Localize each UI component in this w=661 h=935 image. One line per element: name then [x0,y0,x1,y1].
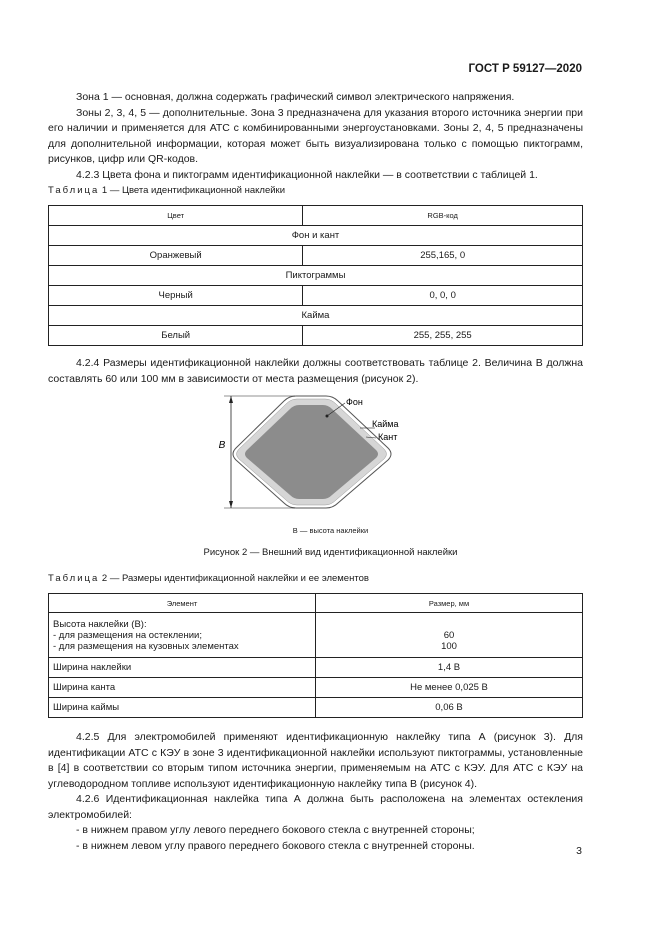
document-code: ГОСТ Р 59127—2020 [468,63,582,75]
table-row [49,286,583,306]
section-row [49,266,583,286]
page-number: 3 [576,845,582,857]
column-header-size: Размер, мм [316,594,583,613]
list-item: - в нижнем левом углу правого переднего бокового стекла с внутренней стороны. [76,839,475,852]
intro-block [48,90,583,183]
zone1-paragraph: Зона 1 — основная, должна содержать графический символ электрического напряжения. [76,91,515,103]
table1-caption-text: 1 — Цвета идентификационной наклейки [101,185,286,196]
clause-4-2-4: 4.2.4 Размеры идентификационной наклейки должны соответствовать таблице 2. Величина B должна составлять 60 или 100 мм в зависимости от места размещения (рисунок 2). [48,357,583,385]
height-element-title: Высота наклейки (B): [53,618,147,630]
height-element-glazing: - для размещения на остеклении; [53,629,202,641]
figure-caption: Рисунок 2 — Внешний вид идентификационной наклейки [203,547,458,558]
table-header-row [49,594,583,613]
color-name-cell: Черный [49,286,303,306]
clause-4-2-5: 4.2.5 Для электромобилей применяют идентификационную наклейку типа А (рисунок 3). Для идентификации АТС с КЭУ в зоне 3 идентификационной наклейки используют пиктограммы, установленные в [4] в соответствии со вторым типом источника энергии, применяемым на АТС с КЭУ. Для АТС с КЭУ на углеводородном топливе используют идентификационную наклейку типа В (рисунок 4). [48,731,583,790]
colors-table [48,205,583,346]
sticker-figure [200,392,420,514]
height-value-glazing: 60 [443,629,455,641]
column-header-color: Цвет [49,206,303,226]
label-fon: Фон [346,397,363,407]
height-value-cell [316,613,583,658]
table-row [49,613,583,658]
height-element-body: - для размещения на кузовных элементах [53,640,239,652]
height-element-cell [49,613,316,658]
table-row [49,678,583,698]
column-header-rgb: RGB-код [303,206,583,226]
section-title: Кайма [49,306,583,326]
color-name-cell: Белый [49,326,303,346]
element-cell: Ширина наклейки [49,658,316,678]
list-item: - в нижнем правом углу левого переднего бокового стекла с внутренней стороны; [76,824,475,836]
section-title: Пиктограммы [49,266,583,286]
label-kant: Кант [378,432,398,442]
table2-caption [48,573,369,584]
table1-caption [48,185,285,196]
zones-paragraph: Зоны 2, 3, 4, 5 — дополнительные. Зона 3 предназначена для указания второго источника энергии при его наличии и применяется для АТС с комбинированными энергоустановками. Зоны 2, 4, 5 предназначены для дополнительной информации, которая может быть визуализирована только с помощью пиктограмм, рисунков, цифр или QR-кодов. [48,106,583,165]
table-header-row [49,206,583,226]
height-label: B [218,440,226,451]
label-kaima: Кайма [372,419,399,429]
height-value-body: 100 [441,640,457,652]
size-cell: 1,4 B [316,658,583,678]
color-name-cell: Оранжевый [49,246,303,266]
section-row [49,226,583,246]
column-header-element: Элемент [49,594,316,613]
table-row [49,246,583,266]
size-cell: 0,06 B [316,698,583,718]
clause-4-2-3: 4.2.3 Цвета фона и пиктограмм идентификационной наклейки — в соответствии с таблицей 1. [76,168,538,181]
table2-caption-label: Таблица [48,573,100,584]
size-cell: Не менее 0,025 B [316,678,583,698]
section-row [49,306,583,326]
element-cell: Ширина канта [49,678,316,698]
clause-4-2-4-block [48,356,583,387]
table-row [49,698,583,718]
rgb-code-cell: 255, 255, 255 [303,326,583,346]
rgb-code-cell: 255,165, 0 [303,246,583,266]
table-row [49,658,583,678]
element-cell: Ширина каймы [49,698,316,718]
table2-caption-text: 2 — Размеры идентификационной наклейки и ее элементов [101,573,369,584]
table1-caption-label: Таблица [48,185,100,196]
table-row [49,326,583,346]
section-title: Фон и кант [49,226,583,246]
closing-block [48,730,583,854]
dimensions-table [48,593,583,718]
rgb-code-cell: 0, 0, 0 [303,286,583,306]
clause-4-2-6: 4.2.6 Идентификационная наклейка типа А должна быть расположена на элементах остекления электромобилей: [48,793,583,821]
figure-note: B — высота наклейки [292,526,369,535]
